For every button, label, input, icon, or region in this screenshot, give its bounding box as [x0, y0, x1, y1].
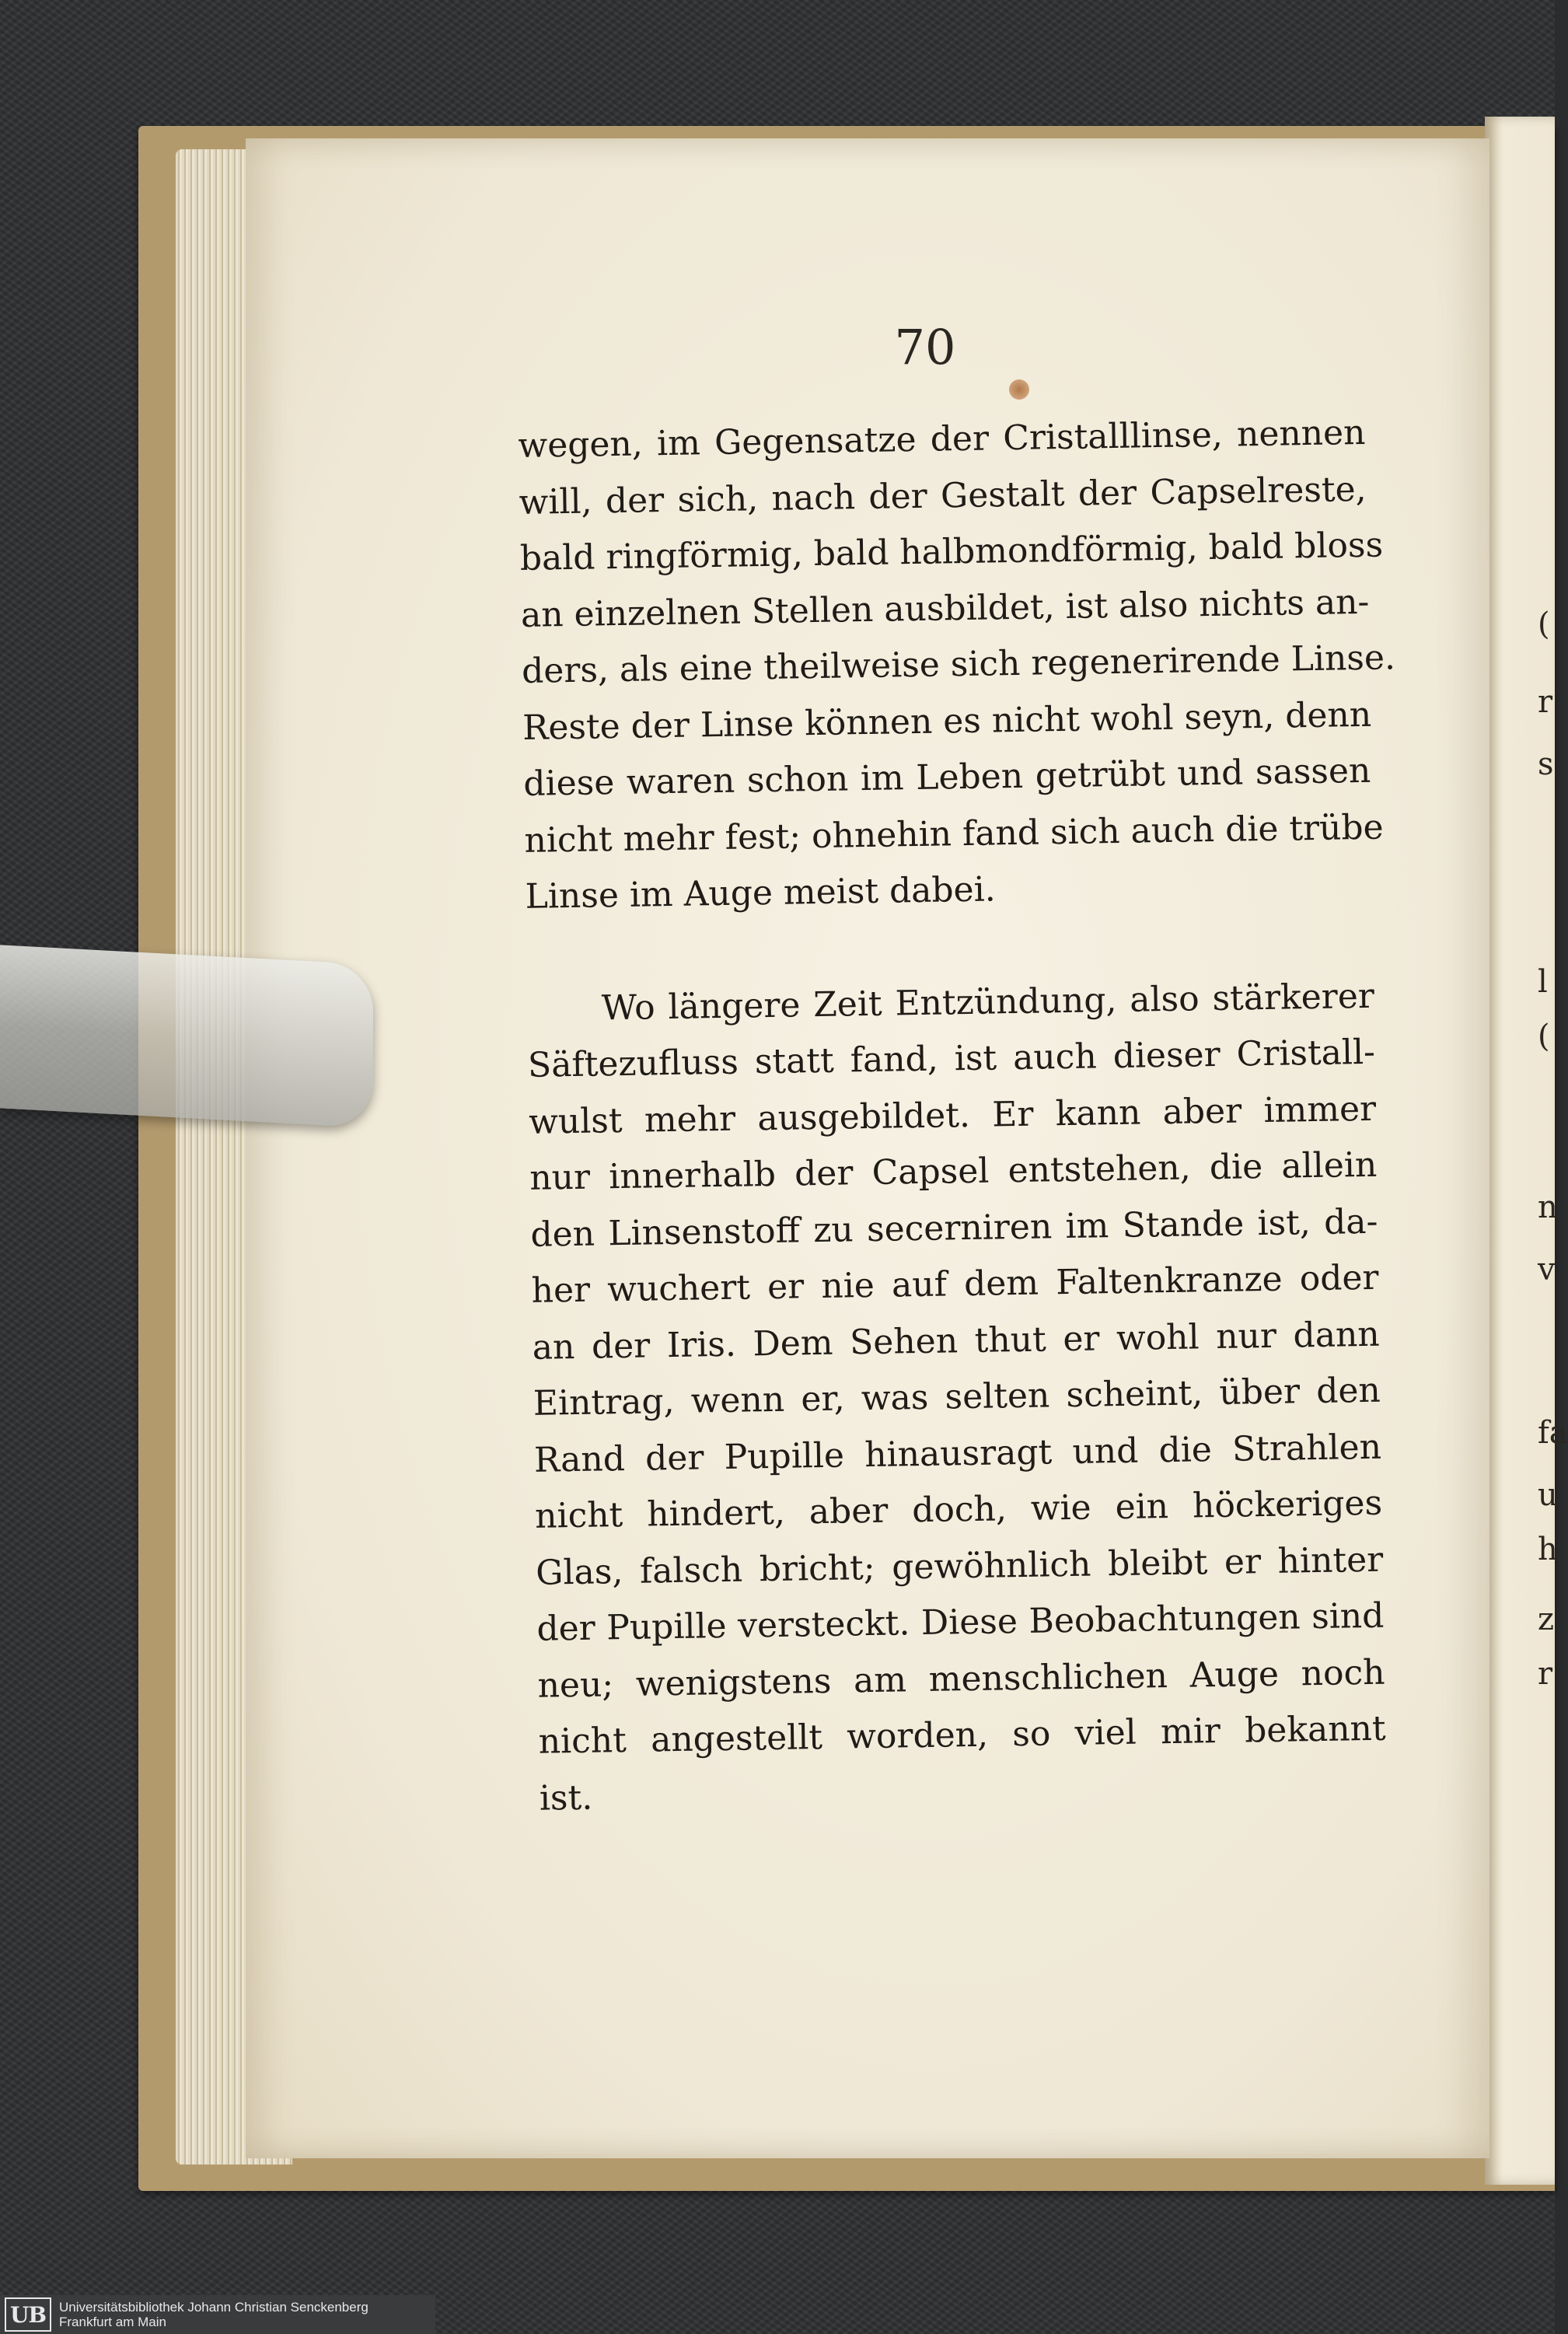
text-line: Rand der Pupille hinausragt und die Strahlen — [533, 1427, 1382, 1480]
text-line: ist. — [539, 1777, 593, 1819]
text-line: an einzelnen Stellen ausbildet, ist also nichts an- — [520, 582, 1370, 635]
page-number: 70 — [894, 319, 956, 376]
facing-page-fragment: r — [1538, 684, 1553, 720]
facing-page-fragment: n — [1538, 1190, 1558, 1225]
facing-page-fragment: l — [1538, 964, 1548, 1000]
facing-page-fragment: v — [1538, 1252, 1556, 1288]
library-name-line2: Frankfurt am Main — [59, 2315, 166, 2329]
library-name-line1: Universitätsbibliothek Johann Christian Senckenberg — [59, 2300, 368, 2315]
text-line: bald ringförmig, bald halbmondförmig, bald bloss — [519, 525, 1384, 578]
facing-page-fragment: z — [1538, 1602, 1555, 1637]
text-line: will, der sich, nach der Gestalt der Capselreste, — [519, 469, 1367, 522]
text-line: Linse im Auge meist dabei. — [525, 869, 997, 917]
text-line: diese waren schon im Leben getrübt und sassen — [522, 750, 1371, 804]
text-line: ders, als eine theilweise sich regenerirende Linse. — [521, 638, 1396, 691]
text-line: Wo längere Zeit Entzündung, also stärkerer — [601, 976, 1375, 1028]
facing-page-fragment: fa — [1538, 1415, 1568, 1451]
text-line: neu; wenigstens am menschlichen Auge noch — [537, 1652, 1385, 1706]
library-footer — [0, 2295, 435, 2334]
text-line: wegen, im Gegensatze der Cristalllinse, nennen — [518, 412, 1366, 466]
text-line: wulst mehr ausgebildet. Er kann aber immer — [528, 1088, 1377, 1142]
text-line: nicht mehr fest; ohnehin fand sich auch die trübe — [524, 807, 1384, 861]
ub-logo: UB — [5, 2297, 51, 2332]
text-line: an der Iris. Dem Sehen thut er wohl nur dann — [532, 1314, 1381, 1368]
glass-page-weight — [0, 945, 373, 1127]
facing-page-fragment: ( — [1538, 1019, 1550, 1054]
text-line: nur innerhalb der Capsel entstehen, die allein — [529, 1144, 1378, 1198]
paragraph — [518, 405, 1396, 926]
text-line: nicht hindert, aber doch, wie ein höckeriges — [534, 1483, 1383, 1536]
facing-page — [1485, 117, 1555, 2185]
text-line: her wuchert er nie auf dem Faltenkranze oder — [531, 1257, 1379, 1311]
text-line: der Pupille versteckt. Diese Beobachtungen sind — [536, 1595, 1385, 1649]
facing-page-fragment: r — [1538, 1656, 1553, 1692]
facing-page-fragment: s — [1538, 746, 1554, 782]
text-line: den Linsenstoff zu secerniren im Stande ist, da- — [530, 1201, 1378, 1255]
text-line: nicht angestellt worden, so viel mir bekannt — [538, 1708, 1387, 1762]
text-line: Glas, falsch bricht; gewöhnlich bleibt er hinter — [535, 1539, 1384, 1593]
facing-page-fragment: u — [1538, 1477, 1558, 1513]
text-line: Säftezufluss statt fand, ist auch dieser Cristall- — [527, 1032, 1376, 1085]
text-line: Reste der Linse können es nicht wohl seyn, denn — [522, 694, 1372, 748]
text-line: Eintrag, wenn er, was selten scheint, über den — [533, 1370, 1381, 1424]
paragraph — [526, 968, 1387, 1826]
facing-page-fragment: ( — [1538, 606, 1550, 642]
ink-stain — [1009, 379, 1029, 400]
library-name — [59, 2300, 368, 2329]
facing-page-fragment: h — [1538, 1532, 1558, 1567]
body-text — [518, 405, 1396, 1827]
